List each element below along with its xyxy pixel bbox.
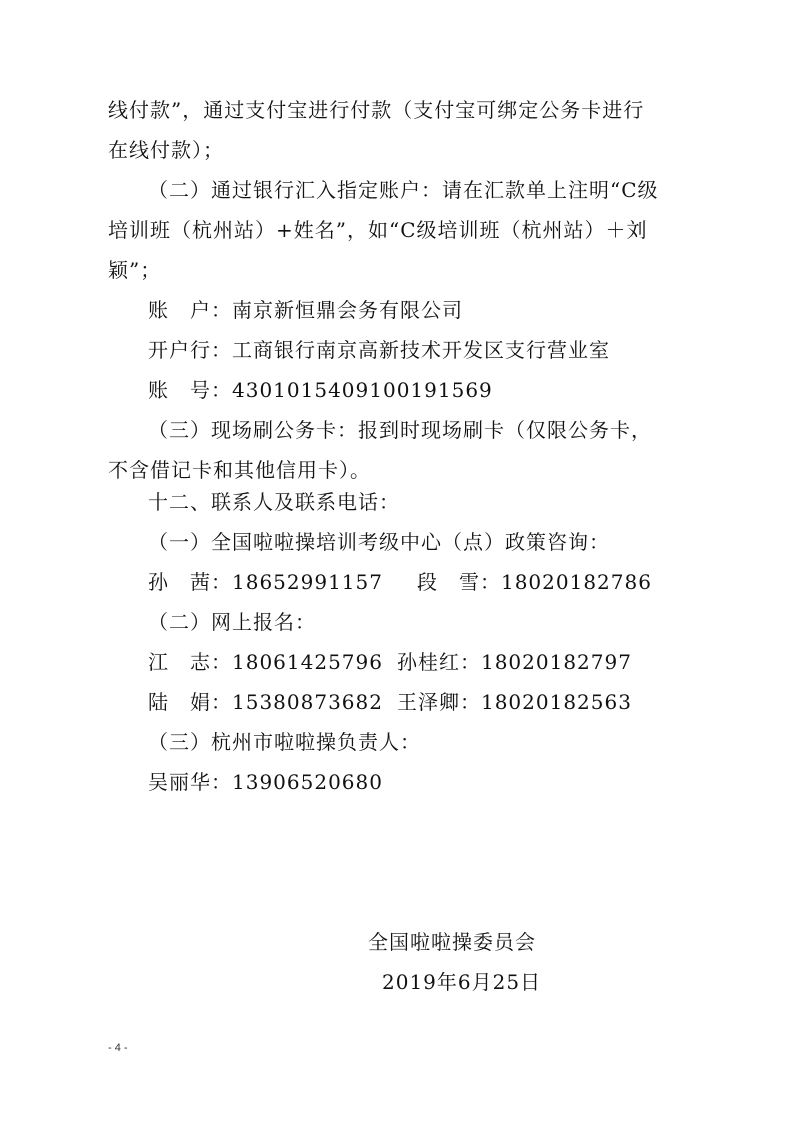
- contact-phone: 18652991157: [232, 570, 383, 594]
- contact-phone: 18020182563: [480, 690, 632, 714]
- signature-date: 2019年6月25日: [382, 970, 542, 994]
- contact-name: 陆 娟: [148, 690, 211, 714]
- contact-phone: 18061425796: [232, 650, 383, 674]
- body-line-3: （二）通过银行汇入指定账户：请在汇款单上注明“C级: [148, 178, 659, 202]
- contact-name: 段 雪: [416, 570, 480, 594]
- contacts-heading: 十二、联系人及联系电话：: [148, 490, 400, 514]
- hangzhou-contact-row: 吴丽华：13906520680: [148, 770, 383, 794]
- contact-name: 孙 茜: [148, 570, 211, 594]
- contact-name: 吴丽华: [148, 770, 211, 794]
- online-contact-row-1: 江 志：18061425796 孙桂红：18020182797: [148, 650, 632, 674]
- contact-phone: 18020182786: [500, 570, 652, 594]
- account-number-label: 账 号：: [148, 378, 232, 402]
- body-line-1: 线付款”，通过支付宝进行付款（支付宝可绑定公务卡进行: [108, 98, 645, 122]
- policy-consult-heading: （一）全国啦啦操培训考级中心（点）政策咨询：: [148, 530, 610, 554]
- bank-line: [148, 336, 610, 364]
- bank-value: 工商银行南京高新技术开发区支行营业室: [232, 338, 610, 362]
- online-contact-row-2: 陆 娟：15380873682 王泽卿：18020182563: [148, 690, 632, 714]
- body-line-2: 在线付款）；: [108, 138, 224, 162]
- payment-option-3-line-2: 不含借记卡和其他信用卡）。: [108, 458, 371, 482]
- account-name-line: [148, 296, 463, 324]
- page-number: - 4 -: [108, 1042, 128, 1054]
- account-number-line: [148, 376, 493, 404]
- account-name-value: 南京新恒鼎会务有限公司: [232, 298, 463, 322]
- contact-name: 江 志: [148, 650, 211, 674]
- contact-phone: 13906520680: [232, 770, 383, 794]
- policy-contact-row: 孙 茜：18652991157 段 雪：18020182786: [148, 570, 652, 594]
- bank-label: 开户行：: [148, 338, 232, 362]
- body-line-5: 颖”；: [108, 258, 162, 282]
- online-registration-heading: （二）网上报名：: [148, 610, 316, 634]
- contact-phone: 18020182797: [480, 650, 632, 674]
- account-name-label: 账 户：: [148, 298, 232, 322]
- contact-name: 孙桂红: [396, 650, 460, 674]
- contact-phone: 15380873682: [232, 690, 383, 714]
- payment-option-3-line-1: （三）现场刷公务卡：报到时现场刷卡（仅限公务卡，: [148, 418, 652, 442]
- signature-organization: 全国啦啦操委员会: [368, 930, 536, 954]
- contact-name: 王泽卿: [396, 690, 460, 714]
- account-number-value: 4301015409100191569: [232, 378, 493, 402]
- hangzhou-contact-heading: （三）杭州市啦啦操负责人：: [148, 730, 421, 754]
- body-line-4: 培训班（杭州站）+姓名”，如“C级培训班（杭州站）＋刘: [108, 218, 648, 242]
